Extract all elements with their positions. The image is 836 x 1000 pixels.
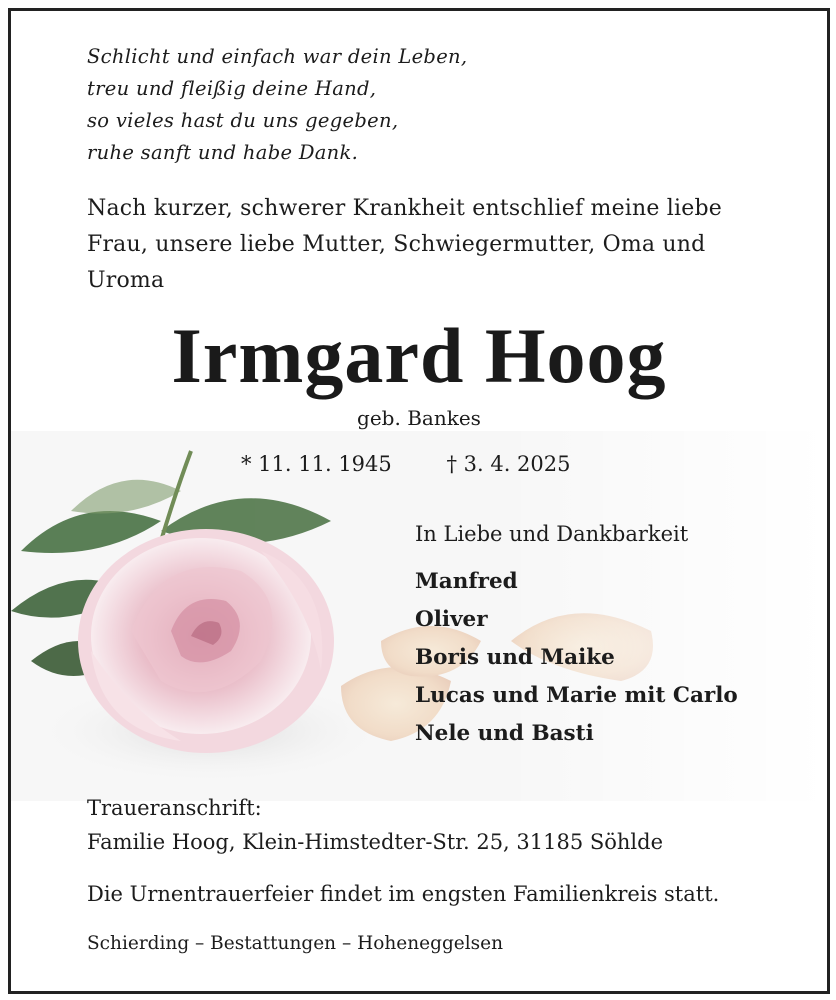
ceremony-notice: Die Urnentrauerfeier findet im engsten Familienkreis statt. xyxy=(87,882,720,906)
address-label: Traueranschrift: xyxy=(87,796,262,820)
address-line: Familie Hoog, Klein-Himstedter-Str. 25, 31185 Söhlde xyxy=(87,830,664,854)
death-date: † 3. 4. 2025 xyxy=(446,452,571,476)
mourners-lead: In Liebe und Dankbarkeit xyxy=(415,522,689,546)
poem-line: so vieles hast du uns gegeben, xyxy=(87,109,399,132)
poem-line: ruhe sanft und habe Dank. xyxy=(87,141,359,164)
undertaker-line: Schierding – Bestattungen – Hoheneggelsen xyxy=(87,933,504,954)
mourner-name: Nele und Basti xyxy=(415,721,594,746)
poem-line: Schlicht und einfach war dein Leben, xyxy=(87,45,468,68)
intro-text: Nach kurzer, schwerer Krankheit entschlief meine liebe Frau, unsere liebe Mutter, Schwiegermutter, Oma und Uroma xyxy=(87,196,722,293)
deceased-name: Irmgard Hoog xyxy=(171,312,667,399)
mourner-name: Manfred xyxy=(415,569,518,594)
obituary-frame xyxy=(8,8,830,994)
birth-date: * 11. 11. 1945 xyxy=(241,452,392,476)
mourner-name: Boris und Maike xyxy=(415,645,615,670)
mourner-name: Oliver xyxy=(415,607,488,632)
life-dates xyxy=(241,449,571,479)
poem-line: treu und fleißig deine Hand, xyxy=(87,77,377,100)
poem xyxy=(87,41,467,169)
mourner-name: Lucas und Marie mit Carlo xyxy=(415,683,738,708)
maiden-name: geb. Bankes xyxy=(357,406,481,430)
mourners-block xyxy=(415,517,738,753)
mourning-address xyxy=(87,791,663,859)
